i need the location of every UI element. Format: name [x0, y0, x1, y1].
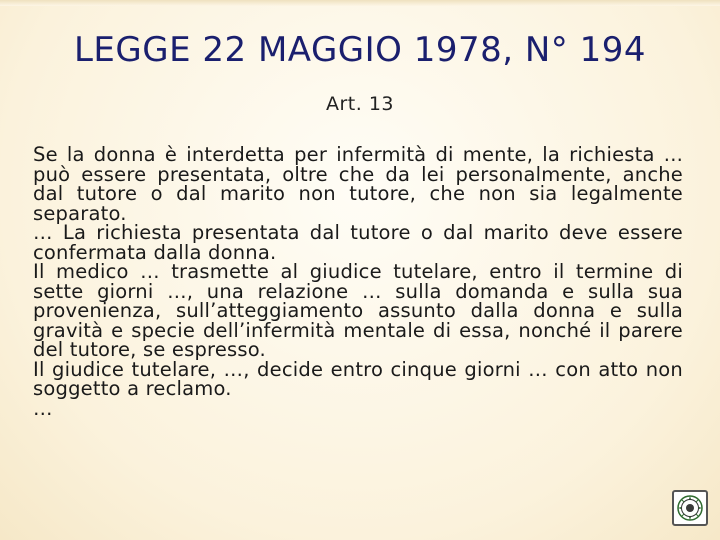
slide-top-border	[0, 0, 720, 6]
paragraph-doctor-report: Il medico … trasmette al giudice tutelare, entro il termine di sette giorni …, una relazione … sulla domanda e sulla sua provenienza, sull’atteggiamento assunto dalla donna e sulla gravità e specie dell’infermità mentale di essa, nonché il parere del tutore, se espresso.	[33, 260, 683, 361]
paragraph-interdicted-woman: Se la donna è interdetta per infermità di mente, la richiesta ... può essere presentata, oltre che da lei personalmente, anche dal tutore o dal marito non tutore, che non sia legalmente separato.	[33, 143, 683, 225]
paragraph-judge-decision: Il giudice tutelare, …, decide entro cinque giorni … con atto non soggetto a reclamo.	[33, 357, 683, 400]
paragraph-confirmation: … La richiesta presentata dal tutore o dal marito deve essere confermata dalla donna.	[33, 221, 683, 264]
article-body	[33, 145, 683, 418]
paragraph-ellipsis: …	[33, 396, 53, 420]
article-heading: Art. 13	[325, 93, 394, 115]
slide-title: LEGGE 22 MAGGIO 1978, N° 194	[73, 30, 647, 70]
seal-emblem-icon	[672, 490, 708, 526]
